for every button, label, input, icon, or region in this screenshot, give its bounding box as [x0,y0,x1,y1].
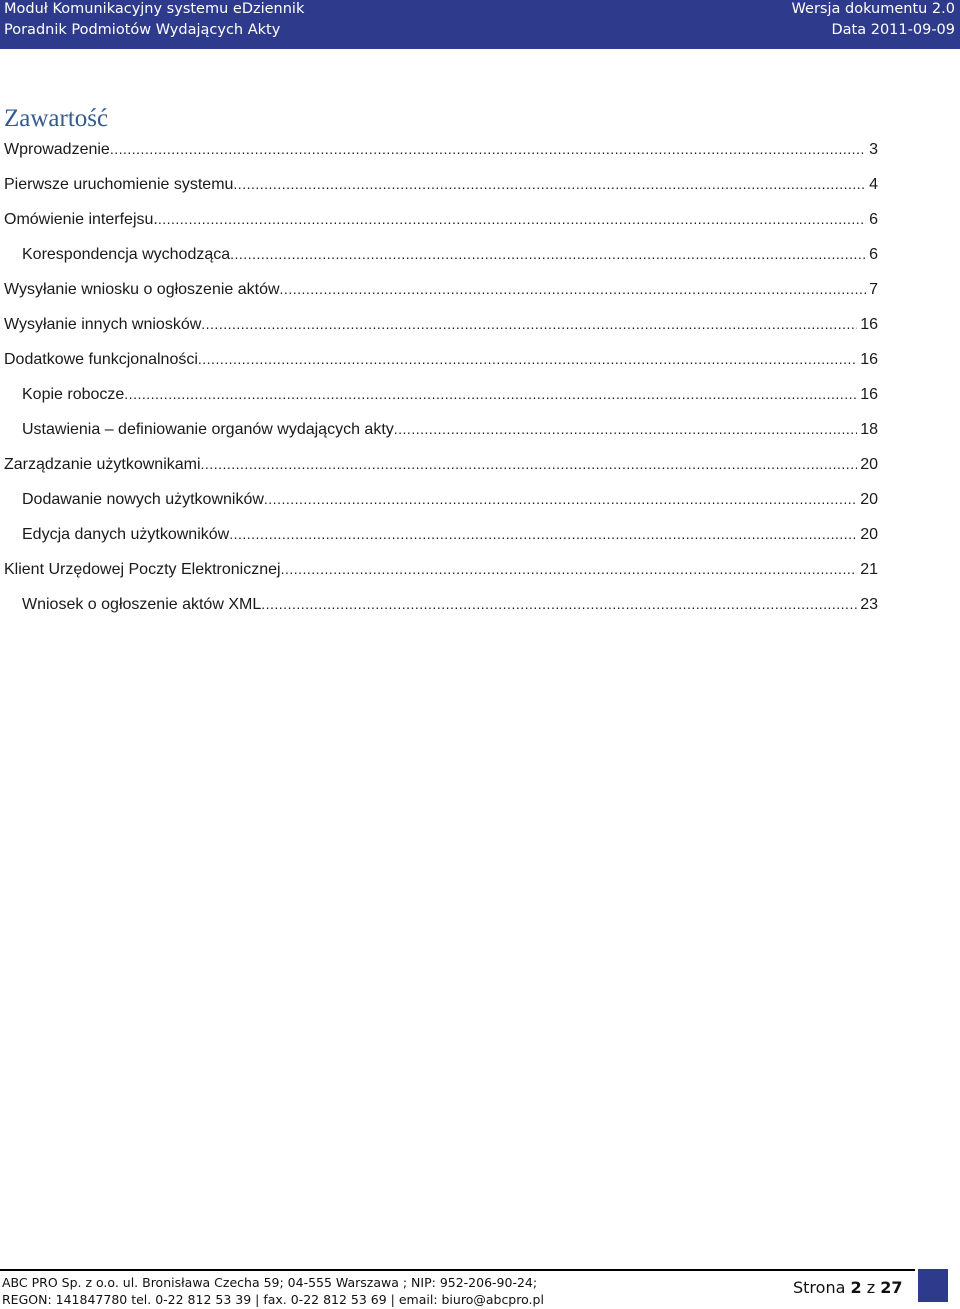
toc-entry[interactable] [22,242,878,266]
toc-entry[interactable] [4,172,878,196]
toc-entry[interactable] [4,312,878,336]
toc-leader-dots [201,452,858,476]
toc-entry-label: Ustawienia – definiowanie organów wydających akty [22,421,394,438]
toc-entry-label: Zarządzanie użytkownikami [4,456,201,473]
toc-entry-page: 6 [869,246,878,263]
toc-leader-dots [281,557,858,581]
document-header [0,0,960,49]
header-module-title: Moduł Komunikacyjny systemu eDziennik [4,1,305,17]
toc-leader-dots [158,207,866,231]
toc-entry-label: Pierwsze uruchomienie systemu [4,176,234,193]
toc-entry[interactable] [4,452,878,476]
toc-entry-label: Korespondencja wychodząca [22,246,231,263]
footer-company-contact: REGON: 141847780 tel. 0-22 812 53 39 | fax. 0-22 812 53 69 | email: biuro@abcpro.pl [2,1292,544,1307]
toc-leader-dots [201,312,857,336]
header-version: Wersja dokumentu 2.0 [791,1,955,17]
toc-entry-page: 18 [860,421,878,438]
footer-page-word: Strona [793,1278,846,1297]
toc-entry-page: 3 [869,141,878,158]
footer-company-address: ABC PRO Sp. z o.o. ul. Bronisława Czecha 59; 04-555 Warszawa ; NIP: 952-206-90-24; [2,1275,538,1290]
toc-entry-label: Dodatkowe funkcjonalności [4,351,198,368]
toc-leader-dots [110,137,866,161]
toc-entry[interactable] [4,207,878,231]
toc-entry-label: Kopie robocze [22,386,125,403]
toc-entry[interactable] [22,487,878,511]
toc-entry[interactable] [22,417,878,441]
toc-entry[interactable] [4,277,878,301]
toc-entry-page: 16 [860,316,878,333]
toc-entry-page: 16 [860,351,878,368]
header-guide-title: Poradnik Podmiotów Wydających Akty [4,22,281,38]
footer-accent-block [918,1269,948,1302]
toc-entry-label: Dodawanie nowych użytkowników [22,491,264,508]
footer-page-number [793,1278,902,1297]
toc-entry[interactable] [22,382,878,406]
toc-leader-dots [261,592,857,616]
toc-entry-page: 16 [860,386,878,403]
toc-entry-label: Klient Urzędowej Poczty Elektronicznej [4,561,281,578]
toc-leader-dots [124,382,857,406]
toc-entry-page: 20 [860,526,878,543]
toc-entry-label: Wprowadzenie [4,141,110,158]
toc-entry[interactable] [4,347,878,371]
toc-entry[interactable] [4,137,878,161]
toc-title: Zawartość [4,105,109,132]
header-date: Data 2011-09-09 [831,22,955,38]
toc-leader-dots [280,277,867,301]
toc-entry-page: 23 [860,596,878,613]
footer-page-current: 2 [850,1278,862,1297]
toc-entry-page: 20 [860,491,878,508]
toc-leader-dots [230,242,866,266]
footer-page-total: 27 [880,1278,903,1297]
toc-leader-dots [233,172,866,196]
toc-leader-dots [229,522,857,546]
toc-entry-label: Wniosek o ogłoszenie aktów XML [22,596,262,613]
footer-page-of: z [866,1278,876,1297]
toc-entry-label: Wysyłanie innych wniosków [4,316,202,333]
toc-entry-label: Edycja danych użytkowników [22,526,230,543]
toc-entry-page: 4 [869,176,878,193]
toc-entry-label: Wysyłanie wniosku o ogłoszenie aktów [4,281,280,298]
toc-leader-dots [264,487,857,511]
toc-leader-dots [394,417,857,441]
footer-divider [0,1269,915,1271]
toc-entry-page: 6 [869,211,878,228]
toc-entry-page: 20 [860,456,878,473]
toc-entry-label: Omówienie interfejsu. [4,211,158,228]
toc-entry[interactable] [22,522,878,546]
toc-entry[interactable] [22,592,878,616]
toc-entry-page: 7 [869,281,878,298]
toc-entry[interactable] [4,557,878,581]
toc-entry-page: 21 [860,561,878,578]
toc-leader-dots [198,347,857,371]
